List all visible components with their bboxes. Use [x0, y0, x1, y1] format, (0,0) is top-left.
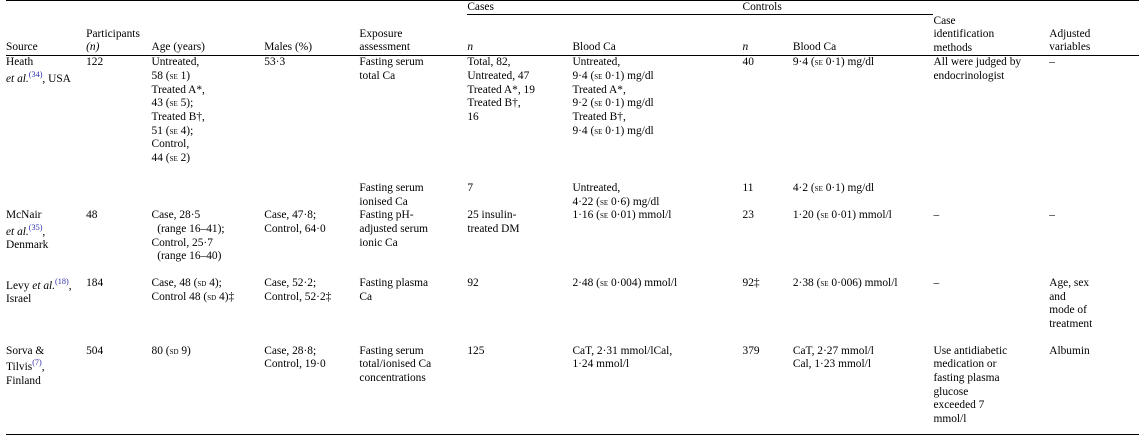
cell-participants [86, 166, 151, 209]
cell-cases-blood-ca: 1·16 (se 0·01) mmol/l [572, 209, 672, 222]
reference-link[interactable]: (18) [55, 276, 69, 286]
table-bottom-spacer [6, 427, 1139, 435]
cell-controls-n: 23 [742, 209, 754, 222]
cell-adjusted-variables: Albumin [1049, 344, 1090, 357]
cell-participants: 504 [86, 344, 104, 357]
cell-source: Heath et al.$^{(34)}$, USA [6, 56, 71, 85]
cell-controls-n: 92‡ [742, 276, 760, 289]
cell-exposure: Fasting serum total/ionised Ca concentrations [359, 344, 432, 385]
cell-controls-blood-ca: CaT, 2·27 mmol/l Cal, 1·23 mmol/l [792, 344, 874, 371]
cell-cases-blood-ca: Untreated, 4·22 (se 0·6) mg/dl [572, 181, 660, 208]
cell-cases-blood-ca: 2·48 (se 0·004) mmol/l [572, 276, 678, 289]
cell-adjusted-variables: Age, sex and mode of treatment [1049, 276, 1093, 330]
col-header-exposure: Exposure assessment [359, 27, 411, 54]
col-header-case-identification: Case identification methods [933, 14, 995, 54]
col-header-cases-blood-ca: Blood Ca [572, 41, 616, 54]
table-row [6, 209, 1139, 264]
cell-exposure: Fasting plasma Ca [359, 276, 429, 303]
cell-cases-n: Total, 82, Untreated, 47 Treated A*, 19 Treated B†, 16 [467, 56, 535, 124]
cell-cases-n: 92 [467, 276, 479, 289]
cell-controls-blood-ca: 2·38 (se 0·006) mmol/l [792, 276, 898, 289]
reference-link[interactable]: (35) [28, 222, 43, 232]
cell-age: Case, 48 (sd 4); Control 48 (sd 4)‡ [151, 276, 235, 303]
col-header-cases-n: n [467, 41, 474, 54]
group-header-controls: Controls [743, 1, 934, 15]
cell-age: 80 (sd 9) [151, 344, 191, 357]
cell-males: Case, 47·8; Control, 64·0 [264, 209, 326, 235]
cell-case-identification: – [933, 209, 940, 222]
cell-adjusted-variables: – [1049, 209, 1055, 222]
reference-link[interactable]: (34) [28, 70, 43, 79]
table-row [6, 56, 1139, 166]
group-header-cases: Cases [467, 1, 742, 15]
cell-controls-n: 40 [742, 56, 754, 69]
cell-source: McNair et al.$^{(35)}$, Denmark [6, 209, 49, 252]
table-group-header-row [6, 1, 1139, 15]
cell-adjusted-variables [1049, 166, 1139, 209]
reference-link[interactable]: (7) [32, 358, 42, 368]
cell-cases-n: 125 [467, 344, 485, 357]
cell-source: Levy et al.$^{(18)}$, Israel [6, 276, 72, 306]
cell-cases-n: 25 insulin- treated DM [467, 209, 520, 235]
cell-adjusted-variables: – [1049, 56, 1055, 69]
group-header-spacer [6, 1, 467, 15]
table-row [6, 264, 1139, 332]
cell-source [6, 166, 86, 209]
cell-controls-blood-ca: 4·2 (se 0·1) mg/dl [792, 181, 875, 194]
col-header-males: Males (%) [264, 40, 313, 53]
cell-case-identification: Use antidiabetic medication or fasting plasma glucose exceeded 7 mmol/l [933, 344, 1008, 426]
cell-participants: 184 [86, 276, 104, 289]
table-column-header-row [6, 15, 1139, 56]
cell-case-identification: – [933, 276, 940, 289]
cell-age: Untreated, 58 (se 1) Treated A*, 43 (se 5); Treated B†, 51 (se 4); Control, 44 (se 2) [151, 56, 205, 165]
cell-controls-blood-ca: 1·20 (se 0·01) mmol/l [792, 209, 892, 222]
cell-participants: 48 [86, 209, 98, 222]
col-header-adjusted-variables: Adjusted variables [1049, 27, 1091, 54]
col-header-controls-blood-ca: Blood Ca [792, 41, 837, 54]
cell-males: Case, 52·2; Control, 52·2‡ [264, 276, 332, 303]
col-header-age: Age (years) [151, 40, 205, 53]
cell-controls-n: 379 [742, 344, 760, 357]
cell-age: Case, 28·5 (range 16–41); Control, 25·7 (range 16–40) [151, 209, 225, 263]
cell-controls-blood-ca: 9·4 (se 0·1) mg/dl [792, 56, 875, 69]
study-characteristics-table [6, 0, 1139, 435]
cell-cases-blood-ca: CaT, 2·31 mmol/lCal, 1·24 mmol/l [572, 344, 673, 371]
cell-exposure: Fasting serum ionised Ca [359, 181, 424, 208]
col-header-participants: Participants (n) [86, 27, 140, 54]
cell-cases-n: 7 [467, 181, 474, 194]
table-row [6, 332, 1139, 427]
table-row [6, 166, 1139, 209]
cell-exposure: Fasting pH- adjusted serum ionic Ca [359, 209, 429, 249]
bottom-rule [6, 427, 1139, 435]
cell-exposure: Fasting serum total Ca [359, 56, 424, 82]
cell-males: Case, 28·8; Control, 19·0 [264, 344, 326, 371]
cell-case-identification: All were judged by endocrinologist [933, 56, 1022, 82]
cell-source: Sorva & Tilvis$^{(7)}$, Finland [6, 344, 45, 387]
col-header-controls-n: n [742, 41, 749, 54]
cell-age [152, 166, 265, 209]
cell-males [264, 166, 359, 209]
cell-males: 53·3 [264, 56, 286, 69]
cell-case-identification [933, 166, 1049, 209]
cell-controls-n: 11 [742, 181, 754, 194]
cell-participants: 122 [86, 56, 104, 69]
col-header-source: Source [6, 40, 38, 53]
group-header-spacer-right [933, 1, 1139, 15]
cell-cases-blood-ca: Untreated, 9·4 (se 0·1) mg/dl Treated A*, 9·2 (se 0·1) mg/dl Treated B†, 9·4 (se 0·1) mg/dl [572, 56, 654, 137]
